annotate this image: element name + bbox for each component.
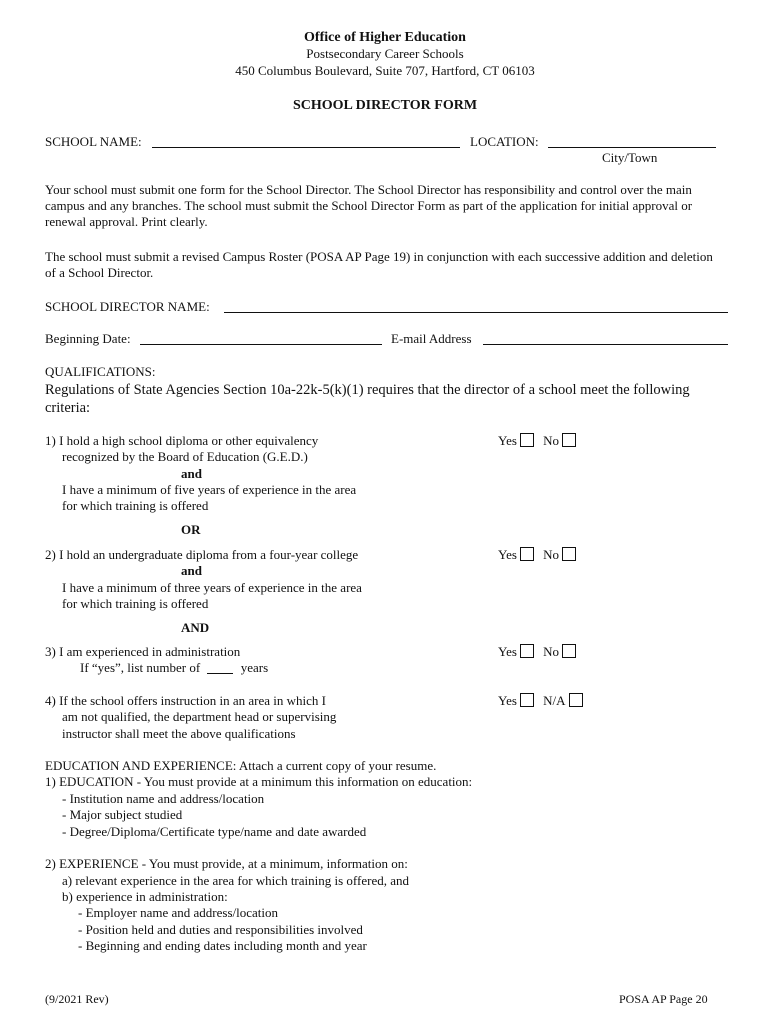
q1-line-4: for which training is offered (62, 498, 209, 513)
school-name-label: SCHOOL NAME: (45, 134, 142, 149)
q3-years-label: years (240, 660, 269, 675)
education-heading: EDUCATION AND EXPERIENCE: Attach a current copy of your resume. (45, 758, 437, 773)
q1-line-3: I have a minimum of five years of experience in the area (62, 482, 357, 497)
location-field[interactable] (548, 147, 716, 148)
experience-detail: - Beginning and ending dates including month and year (78, 938, 367, 953)
page-number: POSA AP Page 20 (619, 992, 708, 1006)
q3-line-2 (80, 660, 268, 676)
education-subitem: - Major subject studied (62, 807, 183, 822)
yes-label: Yes (498, 547, 517, 562)
education-item: 1) EDUCATION - You must provide at a minimum this information on education: (45, 774, 473, 789)
experience-subitem: a) relevant experience in the area for which training is offered, and (62, 873, 409, 888)
division-name: Postsecondary Career Schools (306, 46, 464, 61)
q1-and: and (181, 466, 202, 481)
years-field[interactable] (207, 661, 233, 674)
qualifications-heading: QUALIFICATIONS: (45, 364, 156, 379)
q2-yes-checkbox[interactable] (520, 547, 534, 561)
q3-line-1: 3) I am experienced in administration (45, 644, 241, 659)
experience-detail: - Position held and duties and responsibilities involved (78, 922, 363, 937)
revision-date: (9/2021 Rev) (45, 992, 109, 1006)
no-label: No (543, 547, 560, 562)
q1-line-1: 1) I hold a high school diploma or other equivalency (45, 433, 319, 448)
form-title: SCHOOL DIRECTOR FORM (292, 98, 478, 113)
experience-subitem: b) experience in administration: (62, 889, 228, 904)
no-label: No (543, 433, 560, 448)
q2-answer (498, 547, 576, 563)
experience-item: 2) EXPERIENCE - You must provide, at a minimum, information on: (45, 856, 408, 871)
q3-prompt: If “yes”, list number of (80, 660, 201, 675)
na-label: N/A (543, 693, 566, 708)
q2-line-2: I have a minimum of three years of experience in the area (62, 580, 362, 595)
q2-and: and (181, 563, 202, 578)
yes-label: Yes (498, 693, 517, 708)
q4-line-1: 4) If the school offers instruction in an area in which I (45, 693, 326, 708)
or-separator: OR (181, 522, 201, 537)
intro-paragraph-2: The school must submit a revised Campus Roster (POSA AP Page 19) in conjunction with each successive addition and deletion of a School Director. (45, 249, 713, 280)
q2-no-checkbox[interactable] (562, 547, 576, 561)
school-name-field[interactable] (152, 147, 460, 148)
education-subitem: - Degree/Diploma/Certificate type/name and date awarded (62, 824, 367, 839)
director-name-field[interactable] (224, 312, 728, 313)
q4-answer (498, 693, 583, 709)
q2-line-1: 2) I hold an undergraduate diploma from a four-year college (45, 547, 359, 562)
email-label: E-mail Address (391, 331, 472, 346)
email-field[interactable] (483, 344, 728, 345)
and-separator: AND (181, 620, 210, 635)
q1-line-2: recognized by the Board of Education (G.E.D.) (62, 449, 308, 464)
q4-line-3: instructor shall meet the above qualifications (62, 726, 296, 741)
q1-answer (498, 433, 576, 449)
q3-yes-checkbox[interactable] (520, 644, 534, 658)
experience-detail: - Employer name and address/location (78, 905, 278, 920)
q4-yes-checkbox[interactable] (520, 693, 534, 707)
director-name-label: SCHOOL DIRECTOR NAME: (45, 299, 210, 314)
intro-paragraph-1: Your school must submit one form for the School Director. The School Director has responsibility and control over the main campus and any branches. The school must submit the School Director Form as part of the application for initial approval or renewal approval. Print clearly. (45, 182, 693, 229)
beginning-date-field[interactable] (140, 344, 382, 345)
q4-na-checkbox[interactable] (569, 693, 583, 707)
beginning-date-label: Beginning Date: (45, 331, 131, 346)
office-title: Office of Higher Education (304, 30, 466, 45)
regulation-text: Regulations of State Agencies Section 10a-22k-5(k)(1) requires that the director of a school meet the following criteria: (45, 382, 690, 416)
office-address: 450 Columbus Boulevard, Suite 707, Hartford, CT 06103 (235, 63, 535, 78)
q4-line-2: am not qualified, the department head or supervising (62, 709, 337, 724)
education-subitem: - Institution name and address/location (62, 791, 265, 806)
yes-label: Yes (498, 433, 517, 448)
location-label: LOCATION: (470, 134, 539, 149)
no-label: No (543, 644, 560, 659)
q2-line-3: for which training is offered (62, 596, 209, 611)
q1-no-checkbox[interactable] (562, 433, 576, 447)
yes-label: Yes (498, 644, 517, 659)
q3-no-checkbox[interactable] (562, 644, 576, 658)
q1-yes-checkbox[interactable] (520, 433, 534, 447)
location-hint: City/Town (602, 150, 658, 165)
q3-answer (498, 644, 576, 660)
